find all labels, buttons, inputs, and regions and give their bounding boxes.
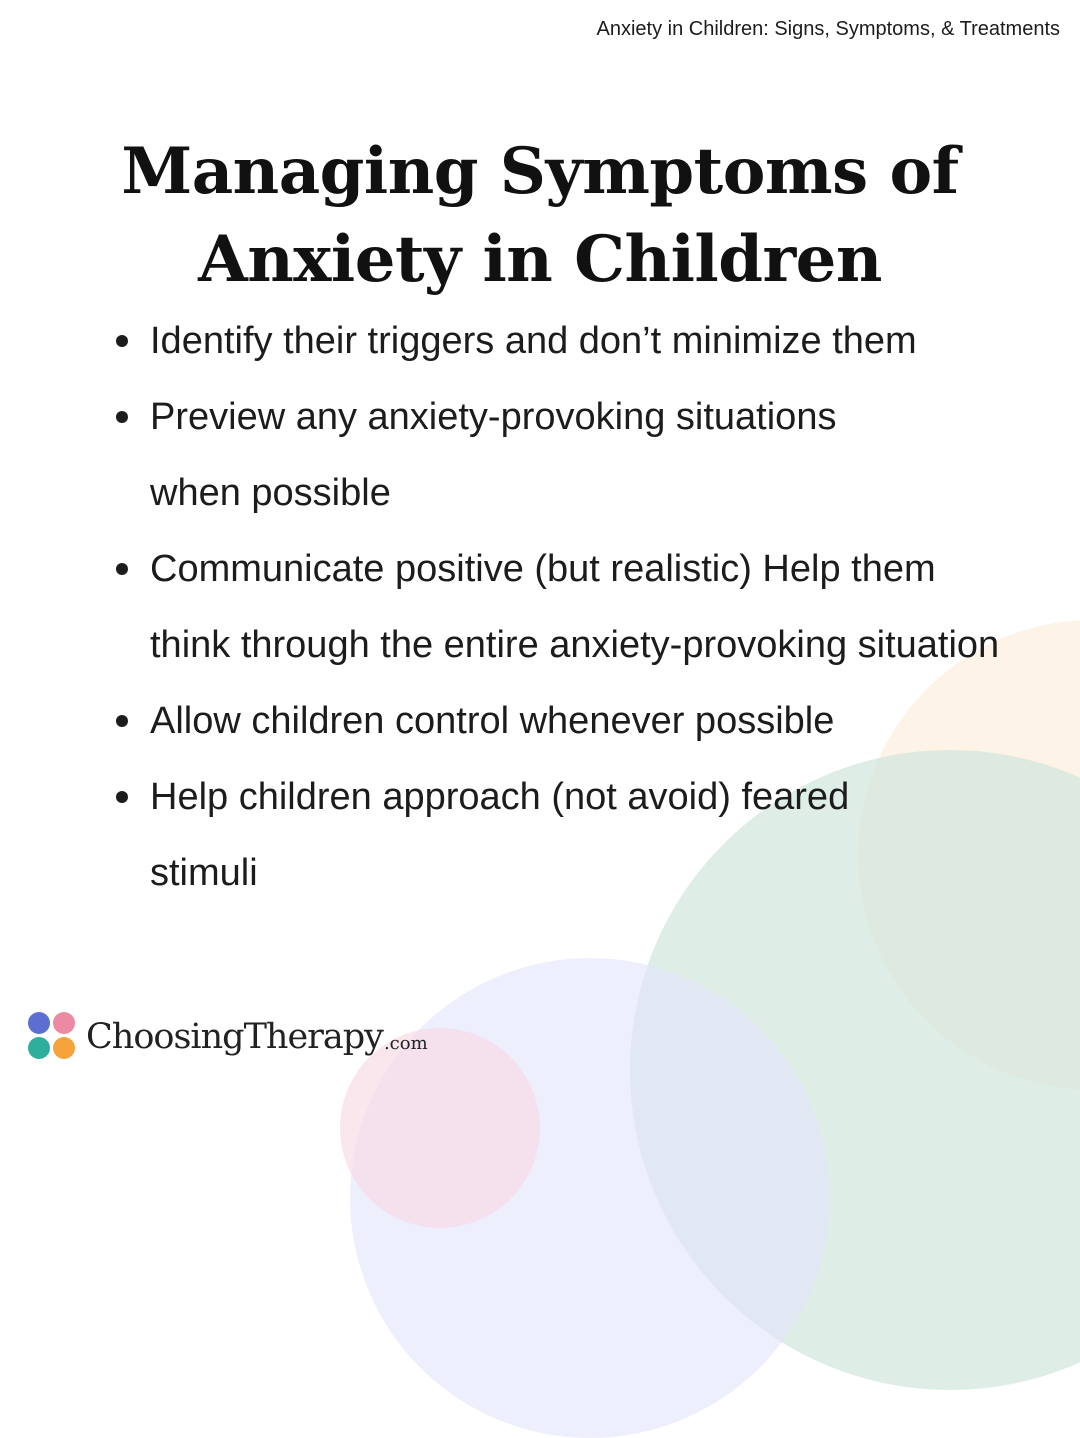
tip-text: Identify their triggers and don’t minimize them (150, 320, 917, 362)
page-title-line-1: Managing Symptoms of (121, 134, 959, 209)
bullet-dot-icon (116, 411, 128, 423)
tip-item (110, 531, 1010, 683)
four-petal-logo-icon (28, 1012, 78, 1062)
bullet-dot-icon (116, 715, 128, 727)
tip-text: Communicate positive (but realistic) Help them think through the entire anxiety-provoking situation (150, 548, 1000, 666)
brand-name: ChoosingTherapy (86, 1017, 383, 1057)
article-title-label: Anxiety in Children: Signs, Symptoms, & Treatments (596, 18, 1060, 40)
tip-item (110, 379, 930, 531)
bullet-dot-icon (116, 791, 128, 803)
page-title-line-2: Anxiety in Children (198, 222, 882, 297)
brand-domain-suffix: .com (383, 1032, 428, 1054)
tips-list (110, 303, 1040, 911)
tip-text: Preview any anxiety-provoking situations when possible (150, 396, 837, 514)
tip-text: Help children approach (not avoid) feared stimuli (150, 776, 850, 894)
brand-logo (28, 1012, 428, 1062)
tip-item (110, 683, 1040, 759)
bullet-dot-icon (116, 563, 128, 575)
tip-item (110, 759, 930, 911)
page-title (60, 128, 1020, 304)
bullet-dot-icon (116, 335, 128, 347)
tip-item (110, 303, 1040, 379)
tip-text: Allow children control whenever possible (150, 700, 835, 742)
